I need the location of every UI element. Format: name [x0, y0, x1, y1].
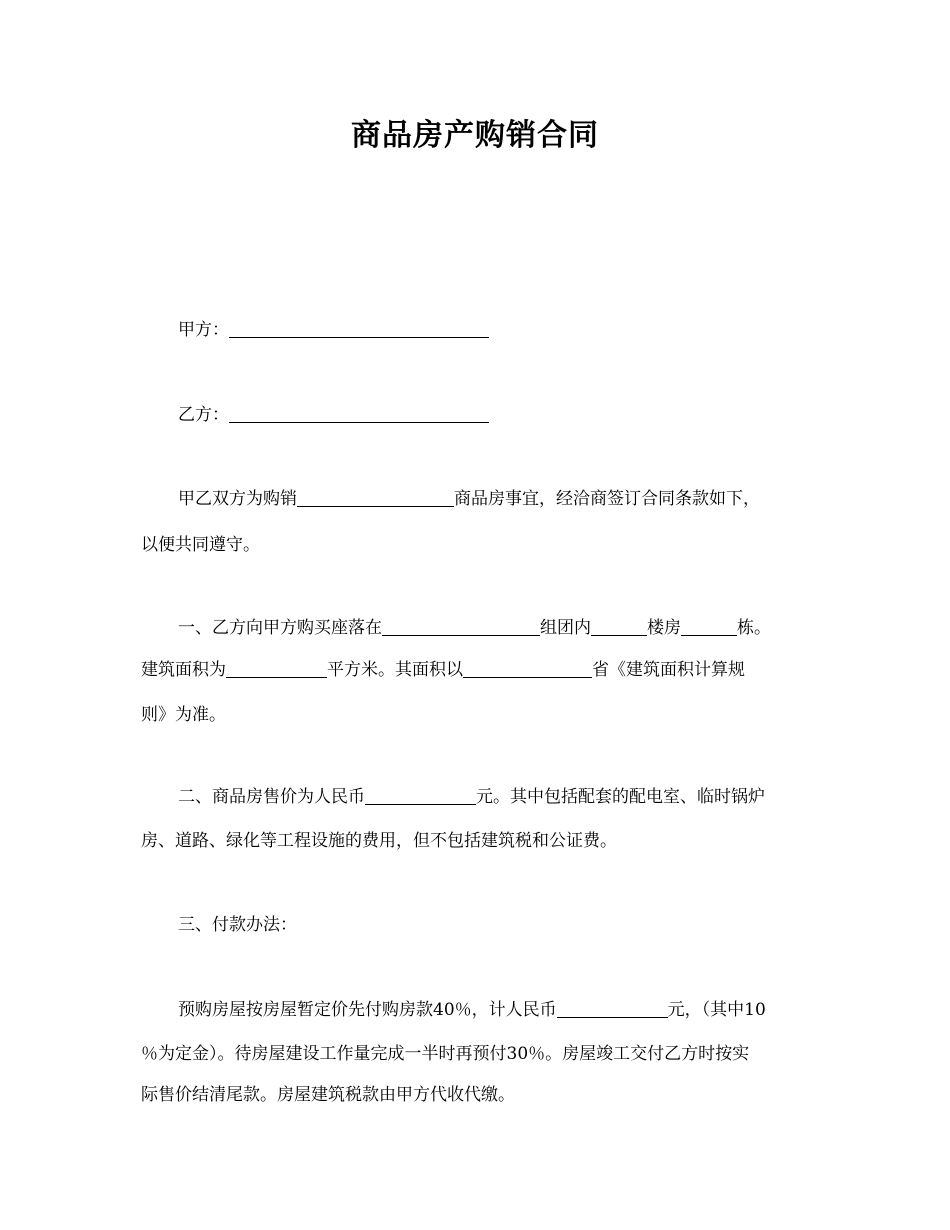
unit-count-blank[interactable] — [681, 617, 737, 636]
intro-blank[interactable] — [297, 488, 454, 507]
clause2-text-1: 二、商品房售价为人民币 — [178, 787, 365, 807]
intro-line-2: 以便共同遵守。 — [141, 535, 260, 555]
clause1-text-2: 组团内 — [540, 618, 591, 638]
clause2-line-2: 房、道路、绿化等工程设施的费用，但不包括建筑税和公证费。 — [141, 831, 617, 851]
clause1-text-3: 楼房 — [647, 618, 681, 638]
clause3-text-2: 元，（其中10 — [667, 1000, 766, 1020]
clause3-heading: 三、付款办法： — [178, 915, 297, 935]
party-b-label: 乙方： — [178, 405, 229, 425]
intro-text-2: 商品房事宜，经洽商签订合同条款如下， — [454, 489, 760, 509]
clause1-line-2 — [141, 658, 745, 682]
location-blank[interactable] — [382, 617, 540, 636]
clause1-text-4: 栋。 — [737, 618, 771, 638]
clause2-text-2: 元。其中包括配套的配电室、临时锅炉 — [476, 787, 765, 807]
clause1-line-1 — [178, 616, 771, 640]
intro-text-1: 甲乙双方为购销 — [178, 489, 297, 509]
party-b-line — [178, 403, 489, 427]
party-a-label: 甲方： — [178, 320, 229, 340]
party-b-blank[interactable] — [229, 404, 489, 423]
clause1-line-3: 则》为准。 — [141, 705, 226, 725]
intro-line-1 — [178, 487, 760, 511]
party-a-blank[interactable] — [229, 319, 489, 338]
clause3-line-3: 际售价结清尾款。房屋建筑税款由甲方代收代缴。 — [141, 1085, 515, 1105]
clause2-line-1 — [178, 785, 765, 809]
contract-title: 商品房产购销合同 — [351, 118, 599, 153]
clause3-line-2: ％为定金）。待房屋建设工作量完成一半时再预付30％。房屋竣工交付乙方时按实 — [141, 1044, 750, 1064]
payment-blank[interactable] — [557, 999, 668, 1018]
clause1-text-5: 建筑面积为 — [141, 660, 226, 680]
clause3-text-1: 预购房屋按房屋暂定价先付购房款40％，计人民币 — [178, 1000, 557, 1020]
building-blank[interactable] — [591, 617, 647, 636]
party-a-line — [178, 318, 489, 342]
clause1-text-6: 平方米。其面积以 — [327, 660, 463, 680]
clause1-text-1: 一、乙方向甲方购买座落在 — [178, 618, 382, 638]
price-blank[interactable] — [365, 786, 476, 805]
area-blank[interactable] — [226, 659, 327, 678]
clause3-line-1 — [178, 998, 766, 1022]
province-blank[interactable] — [463, 659, 592, 678]
clause1-text-7: 省《建筑面积计算规 — [592, 660, 745, 680]
